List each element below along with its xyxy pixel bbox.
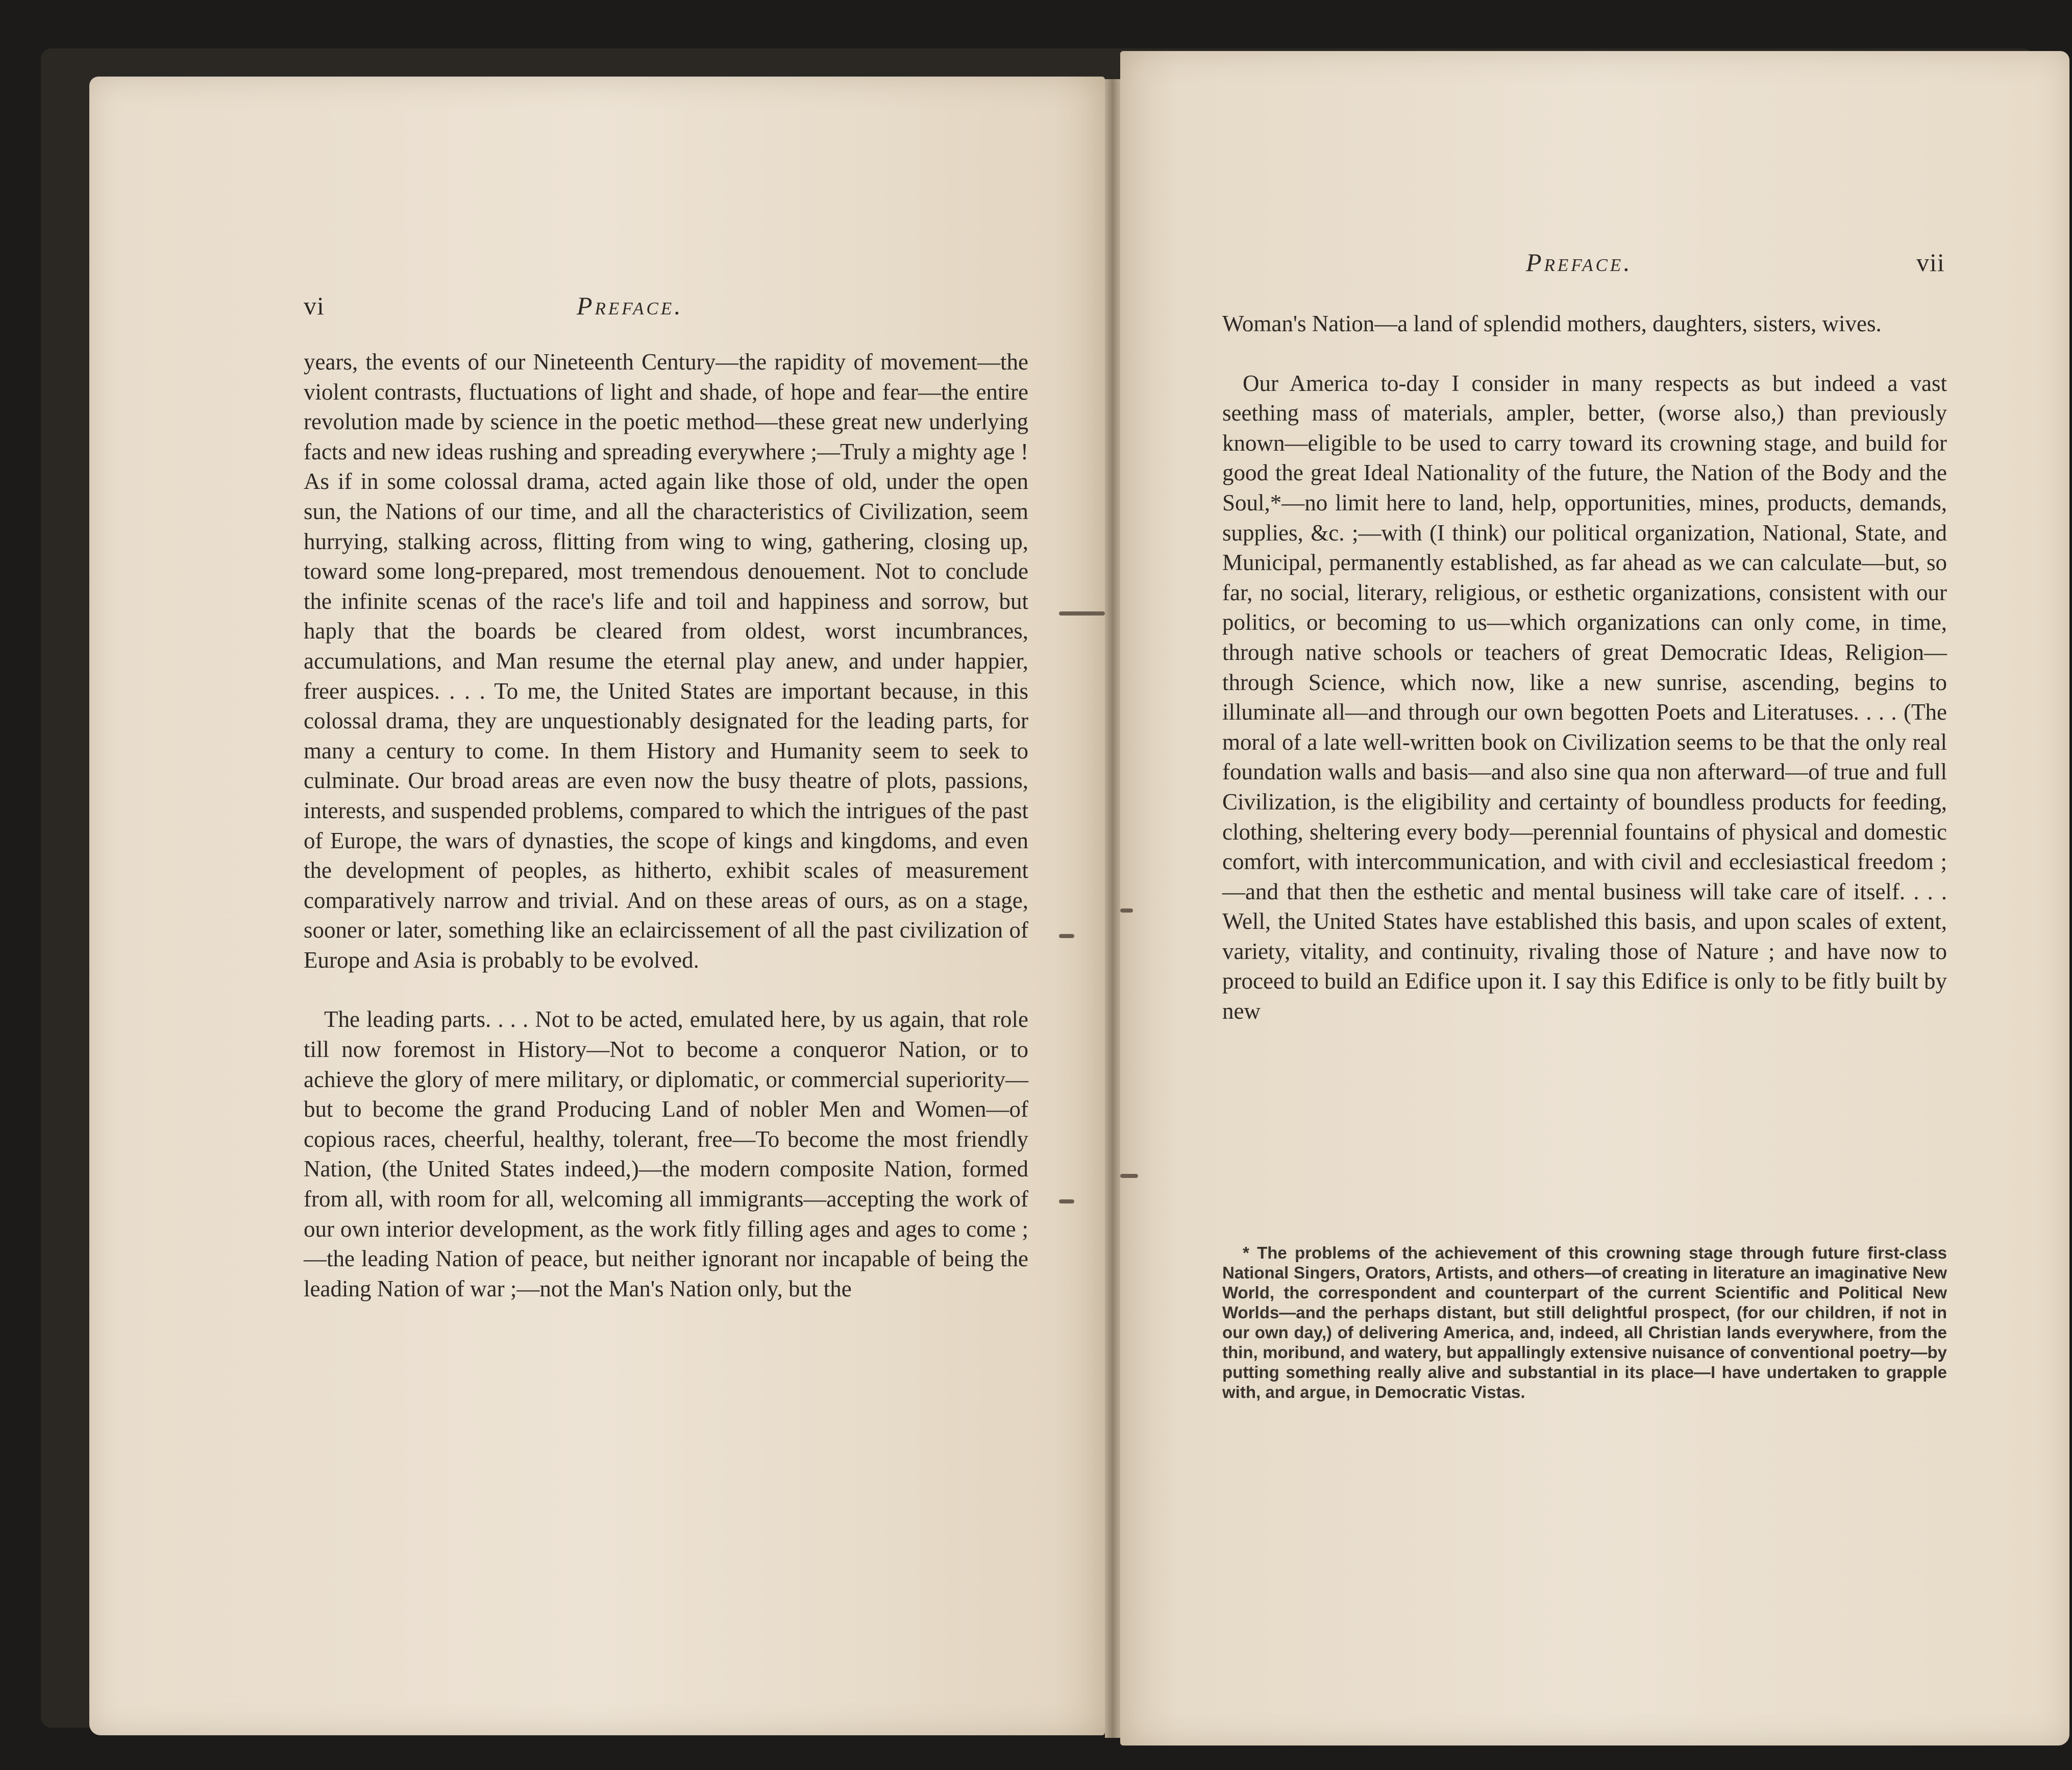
stitch-mark: [1120, 1174, 1138, 1178]
left-paragraph-2: The leading parts. . . . Not to be acted, emulated here, by us again, that role till now foremost in History—Not to become a conqueror Nation, or to achieve the glory of mere military, or diplomatic, or commercial superiority—but to become the grand Producing Land of nobler Men and Women—of copious races, cheerful, healthy, tolerant, free—To become the most friendly Nation, (the United States indeed,)—the modern composite Nation, formed from all, with room for all, welcoming all immigrants—accepting the work of our own interior development, as the work fitly filling ages and ages to come ;—the leading Nation of peace, but neither ignorant nor incapable of being the leading Nation of war ;—not the Man's Nation only, but the: [304, 1006, 1028, 1301]
right-text-block: [1222, 309, 1947, 1026]
footnote-text: * The problems of the achievement of this crowning stage through future first-class National Singers, Orators, Artists, and others—of creating in literature an imaginative New World, the correspondent and counterpart of the current Scientific and Political New Worlds—and the perhaps distant, but still delightful prospect, (for our children, if not in our own day,) of delivering America, and, indeed, all Christian lands everywhere, from the thin, moribund, and watery, but appallingly extensive nuisance of conventional poetry—by putting something really alive and substantial in its place—I have undertaken to grapple with, and argue, in Democratic Vistas.: [1222, 1243, 1947, 1402]
right-running-head: Preface.: [1526, 248, 1633, 277]
stitch-mark: [1059, 611, 1105, 616]
right-paragraph-1: Woman's Nation—a land of splendid mothers, daughters, sisters, wives.: [1222, 311, 1882, 336]
stitch-mark: [1120, 908, 1133, 913]
left-text-block: [304, 347, 1028, 1304]
stitch-mark: [1059, 934, 1074, 938]
right-paragraph-2: Our America to-day I consider in many respects as but indeed a vast seething mass of materials, ampler, better, (worse also,) than previously known—eligible to be used to carry toward its crowning stage, and build for good the great Ideal Nationality of the future, the Nation of the Body and the Soul,*—no limit here to land, help, opportunities, mines, products, demands, supplies, &c. ;—with (I think) our political organization, National, State, and Municipal, permanently established, as far ahead as we can calculate—but, so far, no social, literary, religious, or esthetic organizations, consistent with our politics, or becoming to us—which organizations can only come, in time, through native schools or teachers of great Democratic Ideas, Religion—through Science, which now, like a new sunrise, ascending, begins to illuminate all—and through our own begotten Poets and Literatuses. . . . (The moral of a late well-written book on Civilization seems to be that the only real foundation walls and basis—and also sine qua non afterward—of true and full Civilization, is the eligibility and certainty of boundless products for feeding, clothing, sheltering every body—perennial fountains of physical and domestic comfort, with intercommunication, and with civil and ecclesiastical freedom ;—and that then the esthetic and mental business will take care of itself. . . . Well, the United States have established this basis, and upon scales of extent, variety, vitality, and continuity, rivaling those of Nature ; and have now to proceed to build an Edifice upon it. I say this Edifice is only to be fitly built by new: [1222, 370, 1947, 1024]
open-book: [41, 48, 2034, 1728]
left-running-head: Preface.: [577, 291, 683, 320]
left-page: [89, 77, 1105, 1735]
right-page: [1120, 51, 2069, 1746]
left-paragraph-1: years, the events of our Nineteenth Century—the rapidity of movement—the violent contrasts, fluctuations of light and shade, of hope and fear—the entire revolution made by science in the poetic method—these great new underlying facts and new ideas rushing and spreading everywhere ;—Truly a mighty age ! As if in some colossal drama, acted again like those of old, under the open sun, the Nations of our time, and all the characteristics of Civilization, seem hurrying, stalking across, flitting from wing to wing, gathering, closing up, toward some long-prepared, most tremendous denouement. Not to conclude the infinite scenas of the race's life and toil and happiness and sorrow, but haply that the boards be cleared from oldest, worst incumbrances, accumulations, and Man resume the eternal play anew, and under happier, freer auspices. . . . To me, the United States are important because, in this colossal drama, they are unquestionably designated for the leading parts, for many a century to come. In them History and Humanity seem to seek to culminate. Our broad areas are even now the busy theatre of plots, passions, interests, and suspended problems, compared to which the intrigues of the past of Europe, the wars of dynasties, the scope of kings and kingdoms, and even the development of peoples, as hitherto, exhibit scales of measurement comparatively narrow and trivial. And on these areas of ours, as on a stage, sooner or later, something like an eclaircissement of all the past civilization of Europe and Asia is probably to be evolved.: [304, 349, 1028, 973]
stitch-mark: [1059, 1199, 1074, 1203]
right-folio: vii: [1916, 248, 1945, 277]
book-gutter: [1105, 79, 1120, 1738]
left-folio: vi: [304, 291, 325, 320]
footnote: [1222, 1243, 1947, 1402]
